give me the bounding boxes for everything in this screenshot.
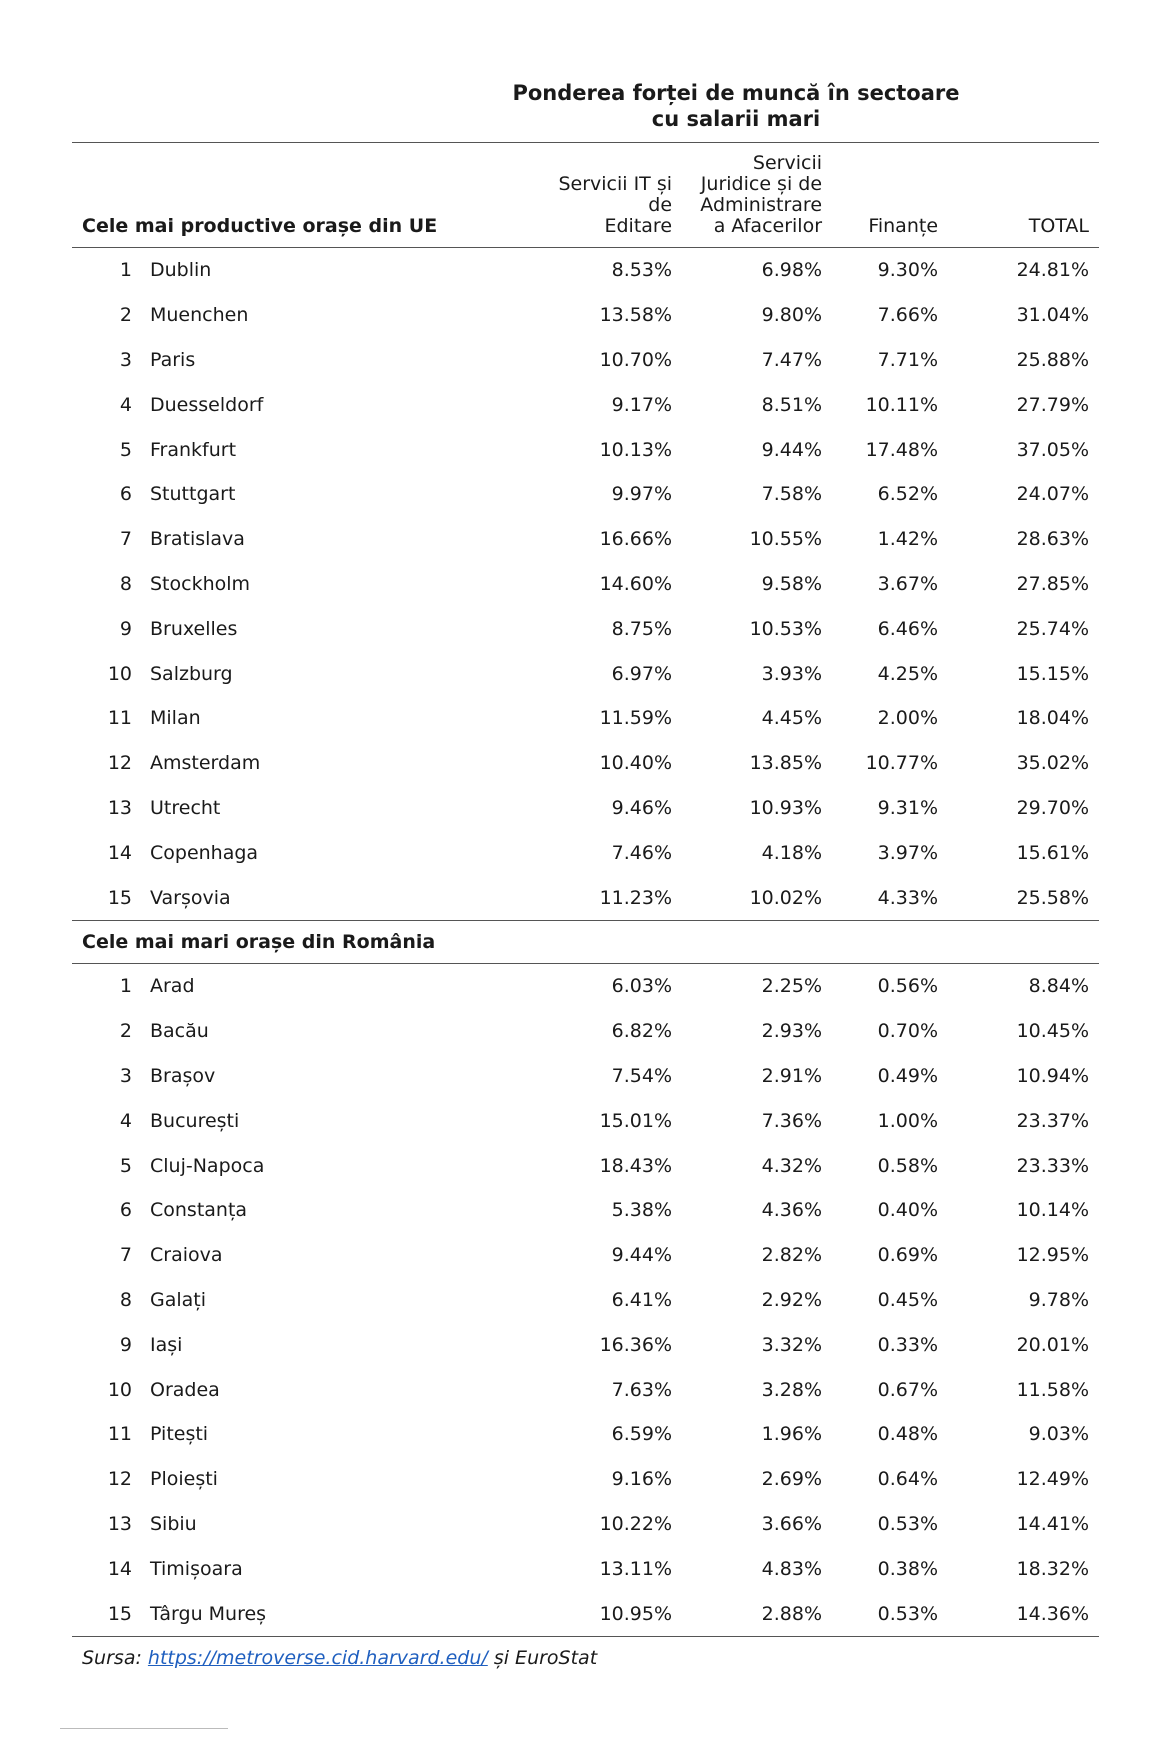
legal-share-cell: 9.80% — [761, 304, 823, 327]
city-cell: Bruxelles — [150, 617, 238, 640]
finance-share-cell: 0.69% — [877, 1244, 939, 1267]
finance-share-cell: 0.38% — [877, 1557, 939, 1580]
rank-cell: 15 — [107, 886, 132, 909]
total-share-cell: 31.04% — [1016, 304, 1090, 327]
total-share-cell: 15.15% — [1016, 662, 1090, 685]
header-legal-services — [682, 143, 832, 248]
it-share-cell: 9.16% — [611, 1468, 673, 1491]
it-share-cell: 11.23% — [599, 886, 673, 909]
rank-cell: 6 — [119, 483, 132, 506]
legal-share-cell: 9.58% — [761, 572, 823, 595]
total-share-cell: 8.84% — [1028, 975, 1090, 998]
header-finance: Finanțe — [868, 215, 939, 237]
rank-cell: 5 — [119, 438, 132, 461]
header-eu-cities: Cele mai productive orașe din UE — [82, 215, 438, 237]
city-cell: Oradea — [150, 1378, 220, 1401]
legal-share-cell: 2.69% — [761, 1468, 823, 1491]
legal-share-cell: 10.53% — [749, 617, 823, 640]
rank-cell: 12 — [107, 1468, 132, 1491]
legal-share-cell: 3.66% — [761, 1512, 823, 1535]
it-share-cell: 14.60% — [599, 572, 673, 595]
legal-share-cell: 3.93% — [761, 662, 823, 685]
total-share-cell: 9.03% — [1028, 1423, 1090, 1446]
table-row — [72, 1457, 1099, 1502]
table-row — [72, 1367, 1099, 1412]
header-jur-line-1: Servicii — [752, 152, 823, 174]
it-share-cell: 9.17% — [611, 393, 673, 416]
legal-share-cell: 10.02% — [749, 886, 823, 909]
finance-share-cell: 0.70% — [877, 1020, 939, 1043]
it-share-cell: 18.43% — [599, 1154, 673, 1177]
city-cell: Craiova — [150, 1244, 223, 1267]
city-cell: Muenchen — [150, 304, 249, 327]
finance-share-cell: 0.48% — [877, 1423, 939, 1446]
total-share-cell: 10.94% — [1016, 1064, 1090, 1087]
eu-cities-body — [72, 248, 1099, 921]
finance-share-cell: 7.66% — [877, 304, 939, 327]
rank-cell: 6 — [119, 1199, 132, 1222]
legal-share-cell: 2.25% — [761, 975, 823, 998]
rank-cell: 5 — [119, 1154, 132, 1177]
table-row — [72, 1502, 1099, 1547]
legal-share-cell: 3.32% — [761, 1333, 823, 1356]
rank-cell: 8 — [119, 1288, 132, 1311]
finance-share-cell: 0.56% — [877, 975, 939, 998]
city-cell: Cluj-Napoca — [150, 1154, 265, 1177]
legal-share-cell: 2.82% — [761, 1244, 823, 1267]
header-it-services — [544, 143, 682, 248]
it-share-cell: 6.82% — [611, 1020, 673, 1043]
section-row-romania — [72, 920, 1099, 963]
city-cell: Iași — [150, 1333, 183, 1356]
legal-share-cell: 8.51% — [761, 393, 823, 416]
rank-cell: 12 — [107, 752, 132, 775]
it-share-cell: 10.22% — [599, 1512, 673, 1535]
rank-cell: 1 — [119, 975, 132, 998]
rank-cell: 10 — [107, 662, 132, 685]
total-share-cell: 14.36% — [1016, 1602, 1090, 1625]
rank-cell: 8 — [119, 572, 132, 595]
table-row — [72, 1412, 1099, 1457]
finance-share-cell: 0.40% — [877, 1199, 939, 1222]
table-row — [72, 1054, 1099, 1099]
finance-share-cell: 3.97% — [877, 841, 939, 864]
finance-share-cell: 0.53% — [877, 1602, 939, 1625]
legal-share-cell: 4.45% — [761, 707, 823, 730]
it-share-cell: 11.59% — [599, 707, 673, 730]
legal-share-cell: 10.55% — [749, 528, 823, 551]
table-row — [72, 248, 1099, 293]
table-row — [72, 875, 1099, 920]
city-cell: Copenhaga — [150, 841, 259, 864]
rank-cell: 3 — [119, 348, 132, 371]
legal-share-cell: 6.98% — [761, 259, 823, 282]
rank-cell: 14 — [107, 1557, 132, 1580]
rank-cell: 2 — [119, 1020, 132, 1043]
legal-share-cell: 7.36% — [761, 1109, 823, 1132]
legal-share-cell: 4.36% — [761, 1199, 823, 1222]
it-share-cell: 7.54% — [611, 1064, 673, 1087]
table-title — [500, 80, 972, 132]
rank-cell: 9 — [119, 1333, 132, 1356]
table-row — [72, 562, 1099, 607]
rank-cell: 2 — [119, 304, 132, 327]
header-jur-line-4: a Afacerilor — [713, 215, 823, 237]
rank-cell: 13 — [107, 1512, 132, 1535]
legal-share-cell: 13.85% — [749, 752, 823, 775]
header-it-line-1: Servicii IT și de — [558, 173, 673, 216]
finance-share-cell: 10.77% — [865, 752, 939, 775]
table-row — [72, 382, 1099, 427]
legal-share-cell: 2.93% — [761, 1020, 823, 1043]
it-share-cell: 10.40% — [599, 752, 673, 775]
it-share-cell: 16.36% — [599, 1333, 673, 1356]
finance-share-cell: 10.11% — [865, 393, 939, 416]
finance-share-cell: 0.49% — [877, 1064, 939, 1087]
finance-share-cell: 4.25% — [877, 662, 939, 685]
total-share-cell: 11.58% — [1016, 1378, 1090, 1401]
city-cell: Timișoara — [150, 1557, 243, 1580]
table-row — [72, 696, 1099, 741]
rank-cell: 9 — [119, 617, 132, 640]
city-cell: Amsterdam — [150, 752, 261, 775]
rank-cell: 4 — [119, 1109, 132, 1132]
rank-cell: 14 — [107, 841, 132, 864]
workforce-table — [72, 143, 1099, 1637]
legal-share-cell: 9.44% — [761, 438, 823, 461]
city-cell: Stuttgart — [150, 483, 236, 506]
city-cell: Duesseldorf — [150, 393, 264, 416]
ro-cities-body — [72, 920, 1099, 1636]
table-row — [72, 1322, 1099, 1367]
source-note — [72, 1647, 1099, 1669]
finance-share-cell: 4.33% — [877, 886, 939, 909]
city-cell: Dublin — [150, 259, 212, 282]
total-share-cell: 10.45% — [1016, 1020, 1090, 1043]
header-it-line-2: Editare — [604, 215, 673, 237]
section-title-romania: Cele mai mari orașe din România — [82, 930, 436, 953]
total-share-cell: 12.49% — [1016, 1468, 1090, 1491]
finance-share-cell: 7.71% — [877, 348, 939, 371]
rank-cell: 4 — [119, 393, 132, 416]
rank-cell: 3 — [119, 1064, 132, 1087]
it-share-cell: 8.75% — [611, 617, 673, 640]
it-share-cell: 16.66% — [599, 528, 673, 551]
city-cell: Paris — [150, 348, 196, 371]
table-row — [72, 338, 1099, 383]
legal-share-cell: 10.93% — [749, 796, 823, 819]
rank-cell: 7 — [119, 1244, 132, 1267]
legal-share-cell: 2.91% — [761, 1064, 823, 1087]
city-cell: Frankfurt — [150, 438, 237, 461]
it-share-cell: 5.38% — [611, 1199, 673, 1222]
rank-cell: 11 — [107, 707, 132, 730]
table-super-header — [72, 76, 1099, 143]
finance-share-cell: 0.58% — [877, 1154, 939, 1177]
finance-share-cell: 0.33% — [877, 1333, 939, 1356]
table-row — [72, 1143, 1099, 1188]
total-share-cell: 25.58% — [1016, 886, 1090, 909]
it-share-cell: 7.63% — [611, 1378, 673, 1401]
table-row — [72, 1098, 1099, 1143]
it-share-cell: 9.44% — [611, 1244, 673, 1267]
finance-share-cell: 0.53% — [877, 1512, 939, 1535]
total-share-cell: 25.88% — [1016, 348, 1090, 371]
rank-cell: 11 — [107, 1423, 132, 1446]
table-row — [72, 1591, 1099, 1636]
city-cell: Bacău — [150, 1020, 209, 1043]
legal-share-cell: 2.88% — [761, 1602, 823, 1625]
finance-share-cell: 2.00% — [877, 707, 939, 730]
it-share-cell: 9.97% — [611, 483, 673, 506]
city-cell: București — [150, 1109, 240, 1132]
it-share-cell: 13.11% — [599, 1557, 673, 1580]
table-row — [72, 651, 1099, 696]
city-cell: Galați — [150, 1288, 207, 1311]
total-share-cell: 37.05% — [1016, 438, 1090, 461]
city-cell: Arad — [150, 975, 195, 998]
table-row — [72, 741, 1099, 786]
table-row — [72, 517, 1099, 562]
it-share-cell: 10.70% — [599, 348, 673, 371]
column-header-row — [72, 143, 1099, 248]
city-cell: Milan — [150, 707, 201, 730]
header-total: TOTAL — [1028, 215, 1090, 237]
total-share-cell: 9.78% — [1028, 1288, 1090, 1311]
footnote-divider — [60, 1728, 228, 1729]
city-cell: Brașov — [150, 1064, 216, 1087]
city-cell: Constanța — [150, 1199, 248, 1222]
total-share-cell: 24.81% — [1016, 259, 1090, 282]
rank-cell: 10 — [107, 1378, 132, 1401]
it-share-cell: 6.41% — [611, 1288, 673, 1311]
table-row — [72, 830, 1099, 875]
rank-cell: 13 — [107, 796, 132, 819]
total-share-cell: 27.79% — [1016, 393, 1090, 416]
legal-share-cell: 7.47% — [761, 348, 823, 371]
document-page — [72, 76, 1099, 1669]
it-share-cell: 7.46% — [611, 841, 673, 864]
it-share-cell: 6.59% — [611, 1423, 673, 1446]
total-share-cell: 18.04% — [1016, 707, 1090, 730]
table-row — [72, 293, 1099, 338]
city-cell: Pitești — [150, 1423, 209, 1446]
city-cell: Târgu Mureș — [150, 1602, 267, 1625]
total-share-cell: 24.07% — [1016, 483, 1090, 506]
table-title-line-2: cu salarii mari — [651, 107, 821, 131]
legal-share-cell: 3.28% — [761, 1378, 823, 1401]
rank-cell: 15 — [107, 1602, 132, 1625]
total-share-cell: 14.41% — [1016, 1512, 1090, 1535]
source-link[interactable]: https://metroverse.cid.harvard.edu/ — [147, 1646, 488, 1669]
finance-share-cell: 1.42% — [877, 528, 939, 551]
table-row — [72, 1278, 1099, 1323]
total-share-cell: 10.14% — [1016, 1199, 1090, 1222]
total-share-cell: 20.01% — [1016, 1333, 1090, 1356]
total-share-cell: 12.95% — [1016, 1244, 1090, 1267]
rank-cell: 7 — [119, 528, 132, 551]
total-share-cell: 29.70% — [1016, 796, 1090, 819]
city-cell: Sibiu — [150, 1512, 197, 1535]
finance-share-cell: 6.46% — [877, 617, 939, 640]
legal-share-cell: 2.92% — [761, 1288, 823, 1311]
legal-share-cell: 4.32% — [761, 1154, 823, 1177]
total-share-cell: 25.74% — [1016, 617, 1090, 640]
rank-cell: 1 — [119, 259, 132, 282]
legal-share-cell: 4.83% — [761, 1557, 823, 1580]
table-row — [72, 606, 1099, 651]
table-row — [72, 963, 1099, 1008]
total-share-cell: 35.02% — [1016, 752, 1090, 775]
total-share-cell: 27.85% — [1016, 572, 1090, 595]
legal-share-cell: 4.18% — [761, 841, 823, 864]
it-share-cell: 9.46% — [611, 796, 673, 819]
finance-share-cell: 0.45% — [877, 1288, 939, 1311]
it-share-cell: 10.13% — [599, 438, 673, 461]
city-cell: Utrecht — [150, 796, 221, 819]
total-share-cell: 23.33% — [1016, 1154, 1090, 1177]
table-row — [72, 1233, 1099, 1278]
city-cell: Bratislava — [150, 528, 245, 551]
header-jur-line-2: Juridice și de — [700, 173, 823, 195]
total-share-cell: 23.37% — [1016, 1109, 1090, 1132]
table-title-line-1: Ponderea forței de muncă în sectoare — [512, 81, 960, 105]
it-share-cell: 13.58% — [599, 304, 673, 327]
table-row — [72, 1009, 1099, 1054]
table-row — [72, 1188, 1099, 1233]
legal-share-cell: 7.58% — [761, 483, 823, 506]
total-share-cell: 28.63% — [1016, 528, 1090, 551]
it-share-cell: 15.01% — [599, 1109, 673, 1132]
city-cell: Varșovia — [150, 886, 231, 909]
finance-share-cell: 3.67% — [877, 572, 939, 595]
it-share-cell: 6.97% — [611, 662, 673, 685]
source-label: Sursa: — [82, 1646, 142, 1669]
it-share-cell: 10.95% — [599, 1602, 673, 1625]
finance-share-cell: 17.48% — [865, 438, 939, 461]
header-jur-line-3: Administrare — [700, 194, 823, 216]
table-row — [72, 786, 1099, 831]
finance-share-cell: 6.52% — [877, 483, 939, 506]
table-row — [72, 472, 1099, 517]
it-share-cell: 8.53% — [611, 259, 673, 282]
table-row — [72, 427, 1099, 472]
total-share-cell: 15.61% — [1016, 841, 1090, 864]
city-cell: Stockholm — [150, 572, 251, 595]
finance-share-cell: 0.64% — [877, 1468, 939, 1491]
table-row — [72, 1546, 1099, 1591]
finance-share-cell: 9.30% — [877, 259, 939, 282]
legal-share-cell: 1.96% — [761, 1423, 823, 1446]
finance-share-cell: 1.00% — [877, 1109, 939, 1132]
source-suffix: și EuroStat — [493, 1646, 598, 1669]
city-cell: Salzburg — [150, 662, 233, 685]
city-cell: Ploiești — [150, 1468, 218, 1491]
finance-share-cell: 9.31% — [877, 796, 939, 819]
it-share-cell: 6.03% — [611, 975, 673, 998]
finance-share-cell: 0.67% — [877, 1378, 939, 1401]
total-share-cell: 18.32% — [1016, 1557, 1090, 1580]
